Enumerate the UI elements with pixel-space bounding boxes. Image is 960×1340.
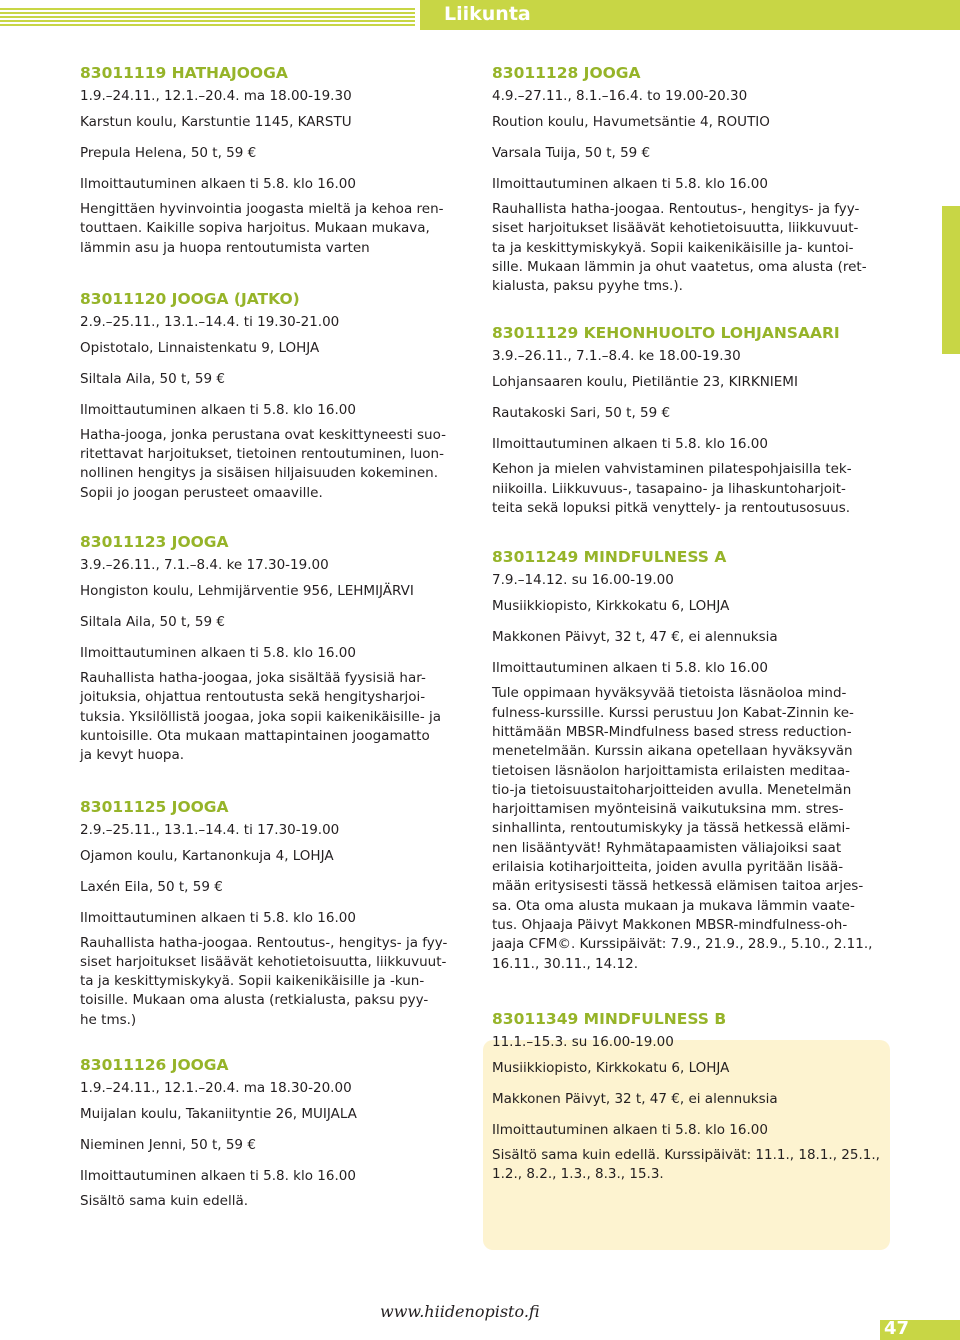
course-teacher: Prepula Helena, 50 t, 59 € xyxy=(80,145,257,161)
course-teacher: Nieminen Jenni, 50 t, 59 € xyxy=(80,1137,256,1154)
course-description: Rauhallista hatha-joogaa. Rentoutus-, hengitys- ja fyy- siset harjoitukset lisäävät kehotietoisuutta, liikkuvuut- ta ja keskittymiskykyä. Sopii kaikenikäisille ja -kun- toisille. Mukaan oma alusta (retkialusta, paksu pyy- he tms.) xyxy=(80,934,448,1028)
course-block xyxy=(492,322,882,518)
course-description: Hatha-jooga, jonka perustana ovat keskittyneesti suo- ritettavat harjoitukset, tietoinen rentoutuminen, luon- nollinen hengitys ja sisäisen hiljaisuuden kokeminen. Sopii jo joogan perusteet omaaville. xyxy=(80,426,446,501)
course-description: Rauhallista hatha-joogaa, joka sisältää fyysisiä har- joituksia, ohjattua rentoutusta sekä hengitysharjoi- tuksia. Yksilöllistä joogaa, joka sopii kaikenikäisille- ja kuntoisille. Ota mukaan mattapintainen joogamatto ja kevyt huopa. xyxy=(80,670,442,764)
course-teacher: Siltala Aila, 50 t, 59 € xyxy=(80,614,225,631)
course-description: Sisältö sama kuin edellä. Kurssipäivät: 11.1., 18.1., 25.1., 1.2., 8.2., 1.3., 8.3., 15.3. xyxy=(492,1146,880,1183)
course-description: Rauhallista hatha-joogaa. Rentoutus-, hengitys- ja fyy- siset harjoitukset lisäävät kehotietoisuutta, liikkuvuut- ta ja keskittymiskykyä. Sopii kaikenikäisille ja- kuntoi- sille. Mukaan lämmin ja ohut vaatetus, oma alusta (ret- kialusta, paksu pyyhe tms.). xyxy=(492,201,867,295)
course-registration: Ilmoittautuminen alkaen ti 5.8. klo 16.00 xyxy=(492,1121,768,1138)
course-dates: 2.9.–25.11., 13.1.–14.4. ti 17.30-19.00 xyxy=(80,821,340,838)
course-description: Kehon ja mielen vahvistaminen pilatespohjaisilla tek- niikoilla. Liikkuvuus-, tasapaino- ja lihaskuntoharjoit- teita sekä lopuksi pitkä venyttely- ja rentoutusosuus. xyxy=(492,461,852,517)
course-code: 83011120 JOOGA (JATKO) xyxy=(80,289,300,308)
course-dates: 3.9.–26.11., 7.1.–8.4. ke 18.00-19.30 xyxy=(492,348,741,365)
course-code: 83011128 JOOGA xyxy=(492,64,641,82)
page-number: 47 xyxy=(884,1318,910,1339)
footer-url: www.hiidenopisto.fi xyxy=(380,1302,540,1321)
course-place: Lohjansaaren koulu, Pietiläntie 23, KIRKNIEMI xyxy=(492,374,798,391)
left-column xyxy=(80,62,470,1211)
course-registration: Ilmoittautuminen alkaen ti 5.8. klo 16.00 xyxy=(80,401,356,418)
section-title: Liikunta xyxy=(420,0,960,30)
course-place: Opistotalo, Linnaistenkatu 9, LOHJA xyxy=(80,339,320,356)
course-code: 83011249 MINDFULNESS A xyxy=(492,548,727,567)
course-place: Musiikkiopisto, Kirkkokatu 6, LOHJA xyxy=(492,598,730,615)
course-teacher: Makkonen Päivyt, 32 t, 47 €, ei alennuksia xyxy=(492,629,778,646)
course-block xyxy=(80,1054,470,1211)
course-registration: Ilmoittautuminen alkaen ti 5.8. klo 16.00 xyxy=(492,660,768,677)
course-place: Ojamon koulu, Kartanonkuja 4, LOHJA xyxy=(80,847,334,864)
course-dates: 3.9.–26.11., 7.1.–8.4. ke 17.30-19.00 xyxy=(80,557,329,574)
course-block xyxy=(492,1008,882,1185)
course-registration: Ilmoittautuminen alkaen ti 5.8. klo 16.00 xyxy=(492,436,768,453)
right-column xyxy=(492,62,882,1184)
header-stripes xyxy=(0,8,415,26)
course-registration: Ilmoittautuminen alkaen ti 5.8. klo 16.00 xyxy=(80,645,356,662)
course-registration: Ilmoittautuminen alkaen ti 5.8. klo 16.00 xyxy=(80,1168,356,1185)
course-block xyxy=(492,546,882,973)
course-place: Hongiston koulu, Lehmijärventie 956, LEHMIJÄRVI xyxy=(80,583,414,600)
course-registration: Ilmoittautuminen alkaen ti 5.8. klo 16.00 xyxy=(80,176,356,192)
course-code: 83011126 JOOGA xyxy=(80,1056,229,1075)
course-description: Tule oppimaan hyväksyvää tietoista läsnäoloa mind- fulness-kurssille. Kurssi perustuu Jon Kabat-Zinnin ke- hittämään MBSR-Mindfulness based stress reduction- menetelmään. Kurssin aikana opetellaan hyväksyvän tietoisen läsnäolon harjoittamista erilaisten meditaa- tio-ja tietoisuustaitoharjoitteiden avulla. Menetelmän harjoittamisen myönteisinä vaikutuksina mm. stres- sinhallinta, rentoutumiskyky ja tässä hetkessä elämi- nen lisääntyvät! Ryhmätapaamisten väliajoiksi saat erilaisia kotiharjoitteita, joiden avulla pyritään lisää- mään eritysisesti tässä hetkessä elämisen taitoa arjes- sa. Ota oma alusta mukaan ja mukava lämmin vaate- tus. Ohjaaja Päivyt Makkonen MBSR-mindfulness-oh- jaaja CFM©. Kurssipäivät: 7.9., 21.9., 28.9., 5.10., 2.11., 16.11., 30.11., 14.12. xyxy=(492,685,873,972)
course-code: 83011119 HATHAJOOGA xyxy=(80,64,288,82)
course-registration: Ilmoittautuminen alkaen ti 5.8. klo 16.00 xyxy=(492,176,768,192)
course-teacher: Siltala Aila, 50 t, 59 € xyxy=(80,370,225,387)
course-description: Hengittäen hyvinvointia joogasta mieltä ja kehoa ren- touttaen. Kaikille sopiva harjoitus. Mukaan mukava, lämmin asu ja huopa rentoutumista varten xyxy=(80,201,444,256)
course-block xyxy=(80,288,470,503)
course-block xyxy=(80,531,470,765)
section-header xyxy=(0,0,960,30)
page-number-box xyxy=(880,1320,960,1340)
course-dates: 7.9.–14.12. su 16.00-19.00 xyxy=(492,572,674,589)
course-teacher: Varsala Tuija, 50 t, 59 € xyxy=(492,145,651,161)
course-place: Muijalan koulu, Takaniityntie 26, MUIJALA xyxy=(80,1106,357,1123)
course-place: Musiikkiopisto, Kirkkokatu 6, LOHJA xyxy=(492,1059,730,1076)
course-teacher: Laxén Eila, 50 t, 59 € xyxy=(80,878,223,895)
course-code: 83011123 JOOGA xyxy=(80,533,229,552)
course-place: Roution koulu, Havumetsäntie 4, ROUTIO xyxy=(492,114,770,130)
course-code: 83011125 JOOGA xyxy=(80,797,229,816)
course-code: 83011129 KEHONHUOLTO LOHJANSAARI xyxy=(492,324,840,343)
side-accent-bar xyxy=(942,206,960,354)
course-registration: Ilmoittautuminen alkaen ti 5.8. klo 16.00 xyxy=(80,909,356,926)
course-teacher: Rautakoski Sari, 50 t, 59 € xyxy=(492,405,671,422)
course-dates: 1.9.–24.11., 12.1.–20.4. ma 18.00-19.30 xyxy=(80,88,352,104)
course-teacher: Makkonen Päivyt, 32 t, 47 €, ei alennuksia xyxy=(492,1090,778,1107)
course-place: Karstun koulu, Karstuntie 1145, KARSTU xyxy=(80,114,352,130)
course-block xyxy=(80,796,470,1030)
course-dates: 2.9.–25.11., 13.1.–14.4. ti 19.30-21.00 xyxy=(80,313,340,330)
course-block xyxy=(80,62,470,258)
course-code: 83011349 MINDFULNESS B xyxy=(492,1009,727,1028)
course-dates: 1.9.–24.11., 12.1.–20.4. ma 18.30-20.00 xyxy=(80,1080,352,1097)
course-dates: 4.9.–27.11., 8.1.–16.4. to 19.00-20.30 xyxy=(492,88,748,104)
course-block xyxy=(492,62,882,296)
course-dates: 11.1.–15.3. su 16.00-19.00 xyxy=(492,1033,674,1050)
course-description: Sisältö sama kuin edellä. xyxy=(80,1193,249,1210)
